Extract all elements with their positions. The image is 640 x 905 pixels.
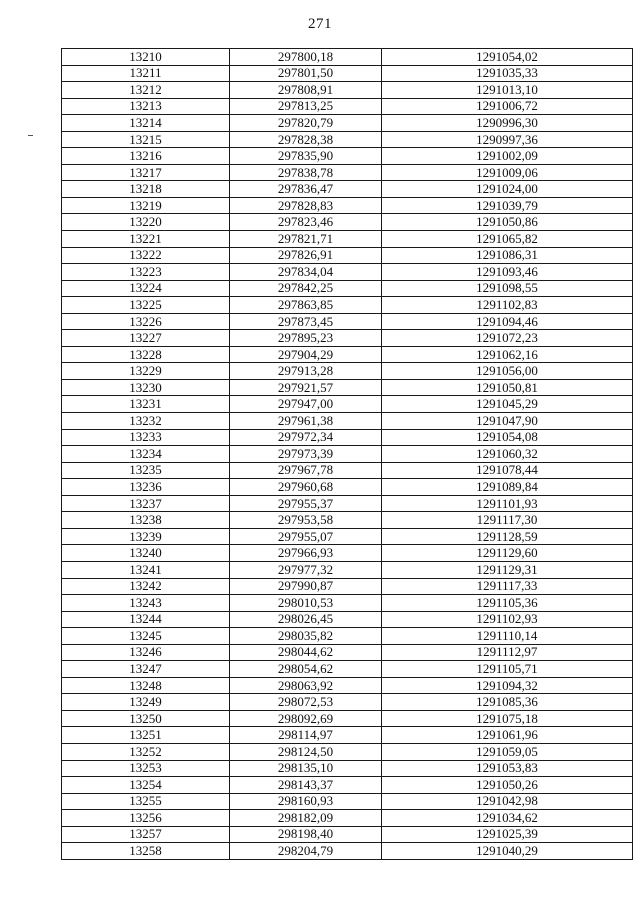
table-row xyxy=(62,677,633,694)
table-row xyxy=(62,578,633,595)
point-number-cell: 13223 xyxy=(62,264,230,281)
y-coordinate-cell: 1291025,39 xyxy=(382,826,633,843)
y-coordinate-cell: 1291047,90 xyxy=(382,413,633,430)
point-number-cell: 13211 xyxy=(62,65,230,82)
y-coordinate-cell: 1291060,32 xyxy=(382,446,633,463)
x-coordinate-cell: 297863,85 xyxy=(230,297,382,314)
point-number-cell: 13236 xyxy=(62,479,230,496)
table-row xyxy=(62,247,633,264)
table-row xyxy=(62,280,633,297)
x-coordinate-cell: 297820,79 xyxy=(230,115,382,132)
x-coordinate-cell: 298160,93 xyxy=(230,793,382,810)
y-coordinate-cell: 1291086,31 xyxy=(382,247,633,264)
x-coordinate-cell: 298182,09 xyxy=(230,810,382,827)
point-number-cell: 13217 xyxy=(62,164,230,181)
x-coordinate-cell: 298010,53 xyxy=(230,595,382,612)
table-row xyxy=(62,49,633,66)
table-row xyxy=(62,628,633,645)
x-coordinate-cell: 298143,37 xyxy=(230,777,382,794)
table-row xyxy=(62,197,633,214)
table-row xyxy=(62,694,633,711)
y-coordinate-cell: 1291006,72 xyxy=(382,98,633,115)
y-coordinate-cell: 1291117,30 xyxy=(382,512,633,529)
point-number-cell: 13253 xyxy=(62,760,230,777)
y-coordinate-cell: 1291034,62 xyxy=(382,810,633,827)
x-coordinate-cell: 297823,46 xyxy=(230,214,382,231)
y-coordinate-cell: 1291050,86 xyxy=(382,214,633,231)
table-row xyxy=(62,413,633,430)
x-coordinate-cell: 297836,47 xyxy=(230,181,382,198)
y-coordinate-cell: 1291035,33 xyxy=(382,65,633,82)
x-coordinate-cell: 298198,40 xyxy=(230,826,382,843)
table-row xyxy=(62,148,633,165)
table-row xyxy=(62,313,633,330)
x-coordinate-cell: 297913,28 xyxy=(230,363,382,380)
table-row xyxy=(62,98,633,115)
point-number-cell: 13227 xyxy=(62,330,230,347)
x-coordinate-cell: 297904,29 xyxy=(230,346,382,363)
y-coordinate-cell: 1291002,09 xyxy=(382,148,633,165)
x-coordinate-cell: 297873,45 xyxy=(230,313,382,330)
x-coordinate-cell: 297955,37 xyxy=(230,495,382,512)
table-row xyxy=(62,512,633,529)
point-number-cell: 13225 xyxy=(62,297,230,314)
point-number-cell: 13244 xyxy=(62,611,230,628)
y-coordinate-cell: 1291129,31 xyxy=(382,561,633,578)
y-coordinate-cell: 1290996,30 xyxy=(382,115,633,132)
y-coordinate-cell: 1291009,06 xyxy=(382,164,633,181)
x-coordinate-cell: 297960,68 xyxy=(230,479,382,496)
point-number-cell: 13242 xyxy=(62,578,230,595)
y-coordinate-cell: 1291085,36 xyxy=(382,694,633,711)
x-coordinate-cell: 297838,78 xyxy=(230,164,382,181)
x-coordinate-cell: 298072,53 xyxy=(230,694,382,711)
y-coordinate-cell: 1291059,05 xyxy=(382,743,633,760)
table-row xyxy=(62,843,633,860)
table-row xyxy=(62,727,633,744)
x-coordinate-cell: 297801,50 xyxy=(230,65,382,82)
y-coordinate-cell: 1291102,93 xyxy=(382,611,633,628)
table-row xyxy=(62,777,633,794)
scan-speck xyxy=(28,135,33,136)
x-coordinate-cell: 298044,62 xyxy=(230,644,382,661)
table-row xyxy=(62,545,633,562)
point-number-cell: 13222 xyxy=(62,247,230,264)
point-number-cell: 13233 xyxy=(62,429,230,446)
point-number-cell: 13224 xyxy=(62,280,230,297)
x-coordinate-cell: 297826,91 xyxy=(230,247,382,264)
x-coordinate-cell: 298135,10 xyxy=(230,760,382,777)
y-coordinate-cell: 1291062,16 xyxy=(382,346,633,363)
point-number-cell: 13221 xyxy=(62,231,230,248)
point-number-cell: 13216 xyxy=(62,148,230,165)
table-row xyxy=(62,396,633,413)
point-number-cell: 13229 xyxy=(62,363,230,380)
y-coordinate-cell: 1291089,84 xyxy=(382,479,633,496)
point-number-cell: 13232 xyxy=(62,413,230,430)
point-number-cell: 13214 xyxy=(62,115,230,132)
y-coordinate-cell: 1291105,36 xyxy=(382,595,633,612)
point-number-cell: 13250 xyxy=(62,710,230,727)
point-number-cell: 13254 xyxy=(62,777,230,794)
x-coordinate-cell: 297800,18 xyxy=(230,49,382,66)
x-coordinate-cell: 297828,83 xyxy=(230,197,382,214)
y-coordinate-cell: 1291024,00 xyxy=(382,181,633,198)
table-row xyxy=(62,115,633,132)
x-coordinate-cell: 297835,90 xyxy=(230,148,382,165)
y-coordinate-cell: 1291093,46 xyxy=(382,264,633,281)
point-number-cell: 13237 xyxy=(62,495,230,512)
y-coordinate-cell: 1291110,14 xyxy=(382,628,633,645)
y-coordinate-cell: 1291050,81 xyxy=(382,379,633,396)
y-coordinate-cell: 1291040,29 xyxy=(382,843,633,860)
x-coordinate-cell: 298204,79 xyxy=(230,843,382,860)
table-row xyxy=(62,826,633,843)
x-coordinate-cell: 297966,93 xyxy=(230,545,382,562)
table-row xyxy=(62,810,633,827)
y-coordinate-cell: 1291054,08 xyxy=(382,429,633,446)
y-coordinate-cell: 1291039,79 xyxy=(382,197,633,214)
y-coordinate-cell: 1291065,82 xyxy=(382,231,633,248)
point-number-cell: 13252 xyxy=(62,743,230,760)
point-number-cell: 13228 xyxy=(62,346,230,363)
y-coordinate-cell: 1291112,97 xyxy=(382,644,633,661)
point-number-cell: 13226 xyxy=(62,313,230,330)
point-number-cell: 13234 xyxy=(62,446,230,463)
y-coordinate-cell: 1291075,18 xyxy=(382,710,633,727)
point-number-cell: 13257 xyxy=(62,826,230,843)
table-row xyxy=(62,561,633,578)
table-row xyxy=(62,131,633,148)
table-row xyxy=(62,181,633,198)
point-number-cell: 13240 xyxy=(62,545,230,562)
point-number-cell: 13248 xyxy=(62,677,230,694)
y-coordinate-cell: 1291098,55 xyxy=(382,280,633,297)
x-coordinate-cell: 298114,97 xyxy=(230,727,382,744)
point-number-cell: 13256 xyxy=(62,810,230,827)
x-coordinate-cell: 297973,39 xyxy=(230,446,382,463)
table-row xyxy=(62,264,633,281)
table-row xyxy=(62,379,633,396)
table-row xyxy=(62,65,633,82)
table-row xyxy=(62,214,633,231)
coordinates-table xyxy=(61,48,633,860)
table-row xyxy=(62,164,633,181)
x-coordinate-cell: 297967,78 xyxy=(230,462,382,479)
point-number-cell: 13219 xyxy=(62,197,230,214)
table-row xyxy=(62,793,633,810)
table-row xyxy=(62,743,633,760)
point-number-cell: 13218 xyxy=(62,181,230,198)
y-coordinate-cell: 1291072,23 xyxy=(382,330,633,347)
page-number: 271 xyxy=(308,16,332,32)
table-row xyxy=(62,495,633,512)
x-coordinate-cell: 297842,25 xyxy=(230,280,382,297)
x-coordinate-cell: 297947,00 xyxy=(230,396,382,413)
table-row xyxy=(62,446,633,463)
x-coordinate-cell: 297895,23 xyxy=(230,330,382,347)
table-row xyxy=(62,661,633,678)
point-number-cell: 13215 xyxy=(62,131,230,148)
point-number-cell: 13246 xyxy=(62,644,230,661)
table-row xyxy=(62,595,633,612)
point-number-cell: 13220 xyxy=(62,214,230,231)
table-row xyxy=(62,710,633,727)
point-number-cell: 13258 xyxy=(62,843,230,860)
table-row xyxy=(62,82,633,99)
y-coordinate-cell: 1291054,02 xyxy=(382,49,633,66)
point-number-cell: 13241 xyxy=(62,561,230,578)
table-row xyxy=(62,330,633,347)
x-coordinate-cell: 297953,58 xyxy=(230,512,382,529)
table-row xyxy=(62,231,633,248)
x-coordinate-cell: 297977,32 xyxy=(230,561,382,578)
y-coordinate-cell: 1291061,96 xyxy=(382,727,633,744)
x-coordinate-cell: 297808,91 xyxy=(230,82,382,99)
x-coordinate-cell: 298092,69 xyxy=(230,710,382,727)
x-coordinate-cell: 298124,50 xyxy=(230,743,382,760)
y-coordinate-cell: 1291050,26 xyxy=(382,777,633,794)
x-coordinate-cell: 298054,62 xyxy=(230,661,382,678)
coordinates-table-body xyxy=(62,49,633,860)
x-coordinate-cell: 297921,57 xyxy=(230,379,382,396)
point-number-cell: 13238 xyxy=(62,512,230,529)
x-coordinate-cell: 298063,92 xyxy=(230,677,382,694)
point-number-cell: 13213 xyxy=(62,98,230,115)
y-coordinate-cell: 1291053,83 xyxy=(382,760,633,777)
y-coordinate-cell: 1291094,32 xyxy=(382,677,633,694)
y-coordinate-cell: 1291102,83 xyxy=(382,297,633,314)
table-row xyxy=(62,346,633,363)
y-coordinate-cell: 1291078,44 xyxy=(382,462,633,479)
point-number-cell: 13247 xyxy=(62,661,230,678)
x-coordinate-cell: 298026,45 xyxy=(230,611,382,628)
point-number-cell: 13235 xyxy=(62,462,230,479)
table-row xyxy=(62,462,633,479)
point-number-cell: 13251 xyxy=(62,727,230,744)
x-coordinate-cell: 297955,07 xyxy=(230,528,382,545)
point-number-cell: 13212 xyxy=(62,82,230,99)
table-row xyxy=(62,611,633,628)
y-coordinate-cell: 1290997,36 xyxy=(382,131,633,148)
y-coordinate-cell: 1291045,29 xyxy=(382,396,633,413)
point-number-cell: 13239 xyxy=(62,528,230,545)
y-coordinate-cell: 1291094,46 xyxy=(382,313,633,330)
y-coordinate-cell: 1291056,00 xyxy=(382,363,633,380)
table-row xyxy=(62,297,633,314)
x-coordinate-cell: 297972,34 xyxy=(230,429,382,446)
y-coordinate-cell: 1291117,33 xyxy=(382,578,633,595)
table-row xyxy=(62,528,633,545)
table-row xyxy=(62,479,633,496)
x-coordinate-cell: 297961,38 xyxy=(230,413,382,430)
table-row xyxy=(62,429,633,446)
point-number-cell: 13243 xyxy=(62,595,230,612)
y-coordinate-cell: 1291128,59 xyxy=(382,528,633,545)
point-number-cell: 13210 xyxy=(62,49,230,66)
point-number-cell: 13255 xyxy=(62,793,230,810)
table-row xyxy=(62,363,633,380)
point-number-cell: 13231 xyxy=(62,396,230,413)
point-number-cell: 13230 xyxy=(62,379,230,396)
y-coordinate-cell: 1291101,93 xyxy=(382,495,633,512)
point-number-cell: 13249 xyxy=(62,694,230,711)
point-number-cell: 13245 xyxy=(62,628,230,645)
table-row xyxy=(62,760,633,777)
x-coordinate-cell: 297813,25 xyxy=(230,98,382,115)
x-coordinate-cell: 297821,71 xyxy=(230,231,382,248)
x-coordinate-cell: 297834,04 xyxy=(230,264,382,281)
x-coordinate-cell: 297828,38 xyxy=(230,131,382,148)
x-coordinate-cell: 298035,82 xyxy=(230,628,382,645)
x-coordinate-cell: 297990,87 xyxy=(230,578,382,595)
y-coordinate-cell: 1291105,71 xyxy=(382,661,633,678)
table-row xyxy=(62,644,633,661)
y-coordinate-cell: 1291013,10 xyxy=(382,82,633,99)
y-coordinate-cell: 1291129,60 xyxy=(382,545,633,562)
y-coordinate-cell: 1291042,98 xyxy=(382,793,633,810)
